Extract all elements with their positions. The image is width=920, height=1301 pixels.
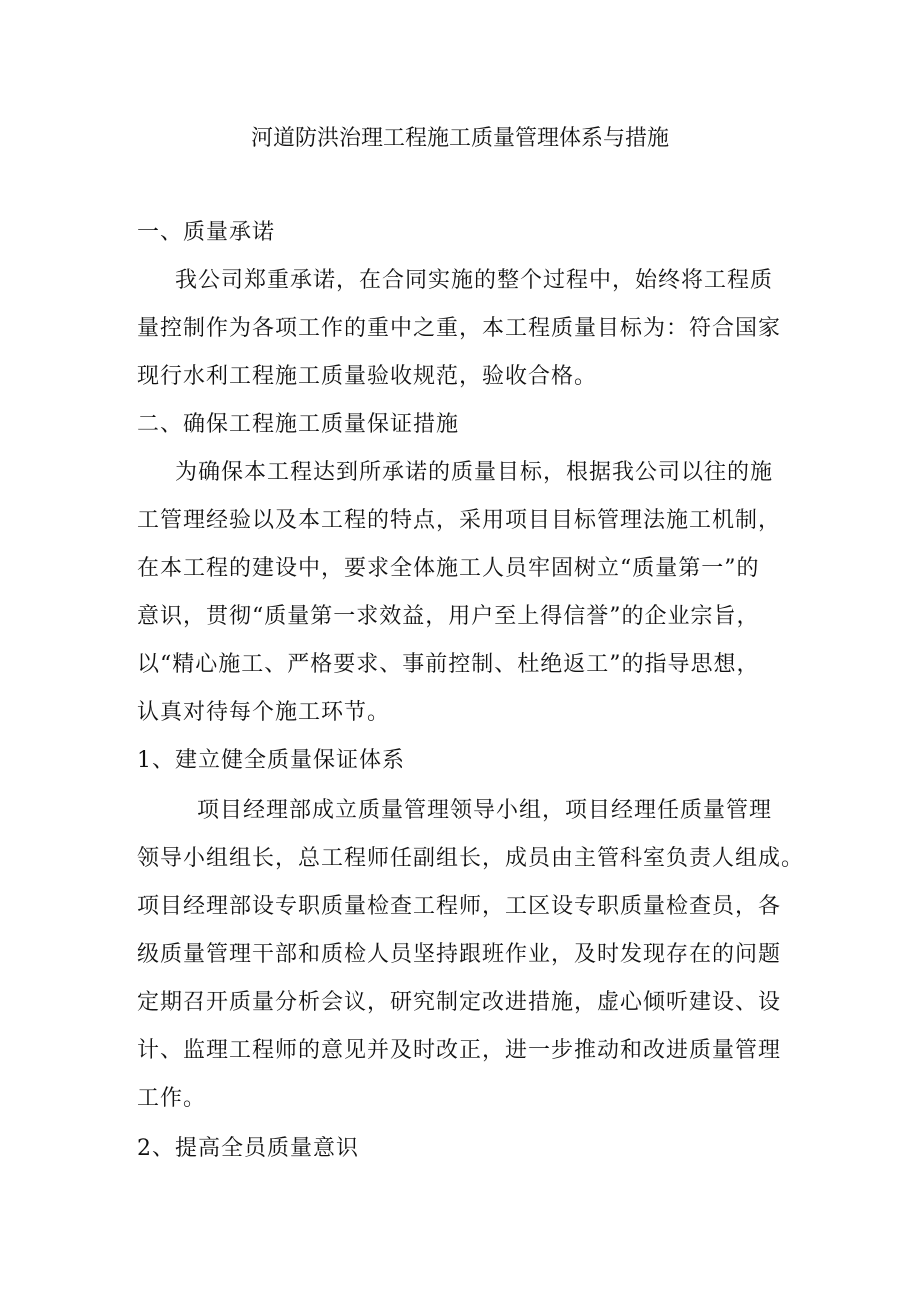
paragraph-line: 以“精心施工、严格要求、事前控制、杜绝返工”的指导思想， xyxy=(137,652,760,677)
paragraph-line: 量控制作为各项工作的重中之重，本工程质量目标为：符合国家 xyxy=(137,316,782,341)
paragraph-line: 领导小组组长，总工程师任副组长，成员由主管科室负责人组成。 xyxy=(137,846,805,871)
paragraph-line: 定期召开质量分析会议，研究制定改进措施，虚心倾听建设、设 xyxy=(137,990,782,1015)
paragraph-line: 认真对待每个施工环节。 xyxy=(137,700,391,725)
section-heading-quality-commitment: 一、质量承诺 xyxy=(137,220,276,245)
paragraph-line: 我公司郑重承诺，在合同实施的整个过程中，始终将工程质 xyxy=(175,268,774,293)
paragraph-line: 项目经理部设专职质量检查工程师，工区设专职质量检查员，各 xyxy=(137,894,782,919)
document-title: 河道防洪治理工程施工质量管理体系与措施 xyxy=(250,126,669,151)
paragraph-line: 工管理经验以及本工程的特点，采用项目目标管理法施工机制， xyxy=(137,508,782,533)
paragraph-line: 计、监理工程师的意见并及时改正，进一步推动和改进质量管理 xyxy=(137,1038,782,1063)
paragraph-line: 在本工程的建设中，要求全体施工人员牢固树立“质量第一”的 xyxy=(137,556,760,581)
paragraph-line: 意识，贯彻“质量第一求效益，用户至上得信誉”的企业宗旨， xyxy=(137,604,760,629)
section-heading-quality-measures: 二、确保工程施工质量保证措施 xyxy=(137,412,460,437)
subsection-heading-quality-awareness: 2、提高全员质量意识 xyxy=(137,1136,359,1161)
paragraph-line: 级质量管理干部和质检人员坚持跟班作业，及时发现存在的问题 xyxy=(137,942,782,967)
paragraph-line: 现行水利工程施工质量验收规范，验收合格。 xyxy=(137,364,598,389)
paragraph-line: 为确保本工程达到所承诺的质量目标，根据我公司以往的施 xyxy=(175,460,774,485)
subsection-heading-quality-system: 1、建立健全质量保证体系 xyxy=(137,748,405,773)
paragraph-line: 工作。 xyxy=(137,1086,207,1111)
paragraph-line: 项目经理部成立质量管理领导小组，项目经理任质量管理 xyxy=(197,798,773,823)
